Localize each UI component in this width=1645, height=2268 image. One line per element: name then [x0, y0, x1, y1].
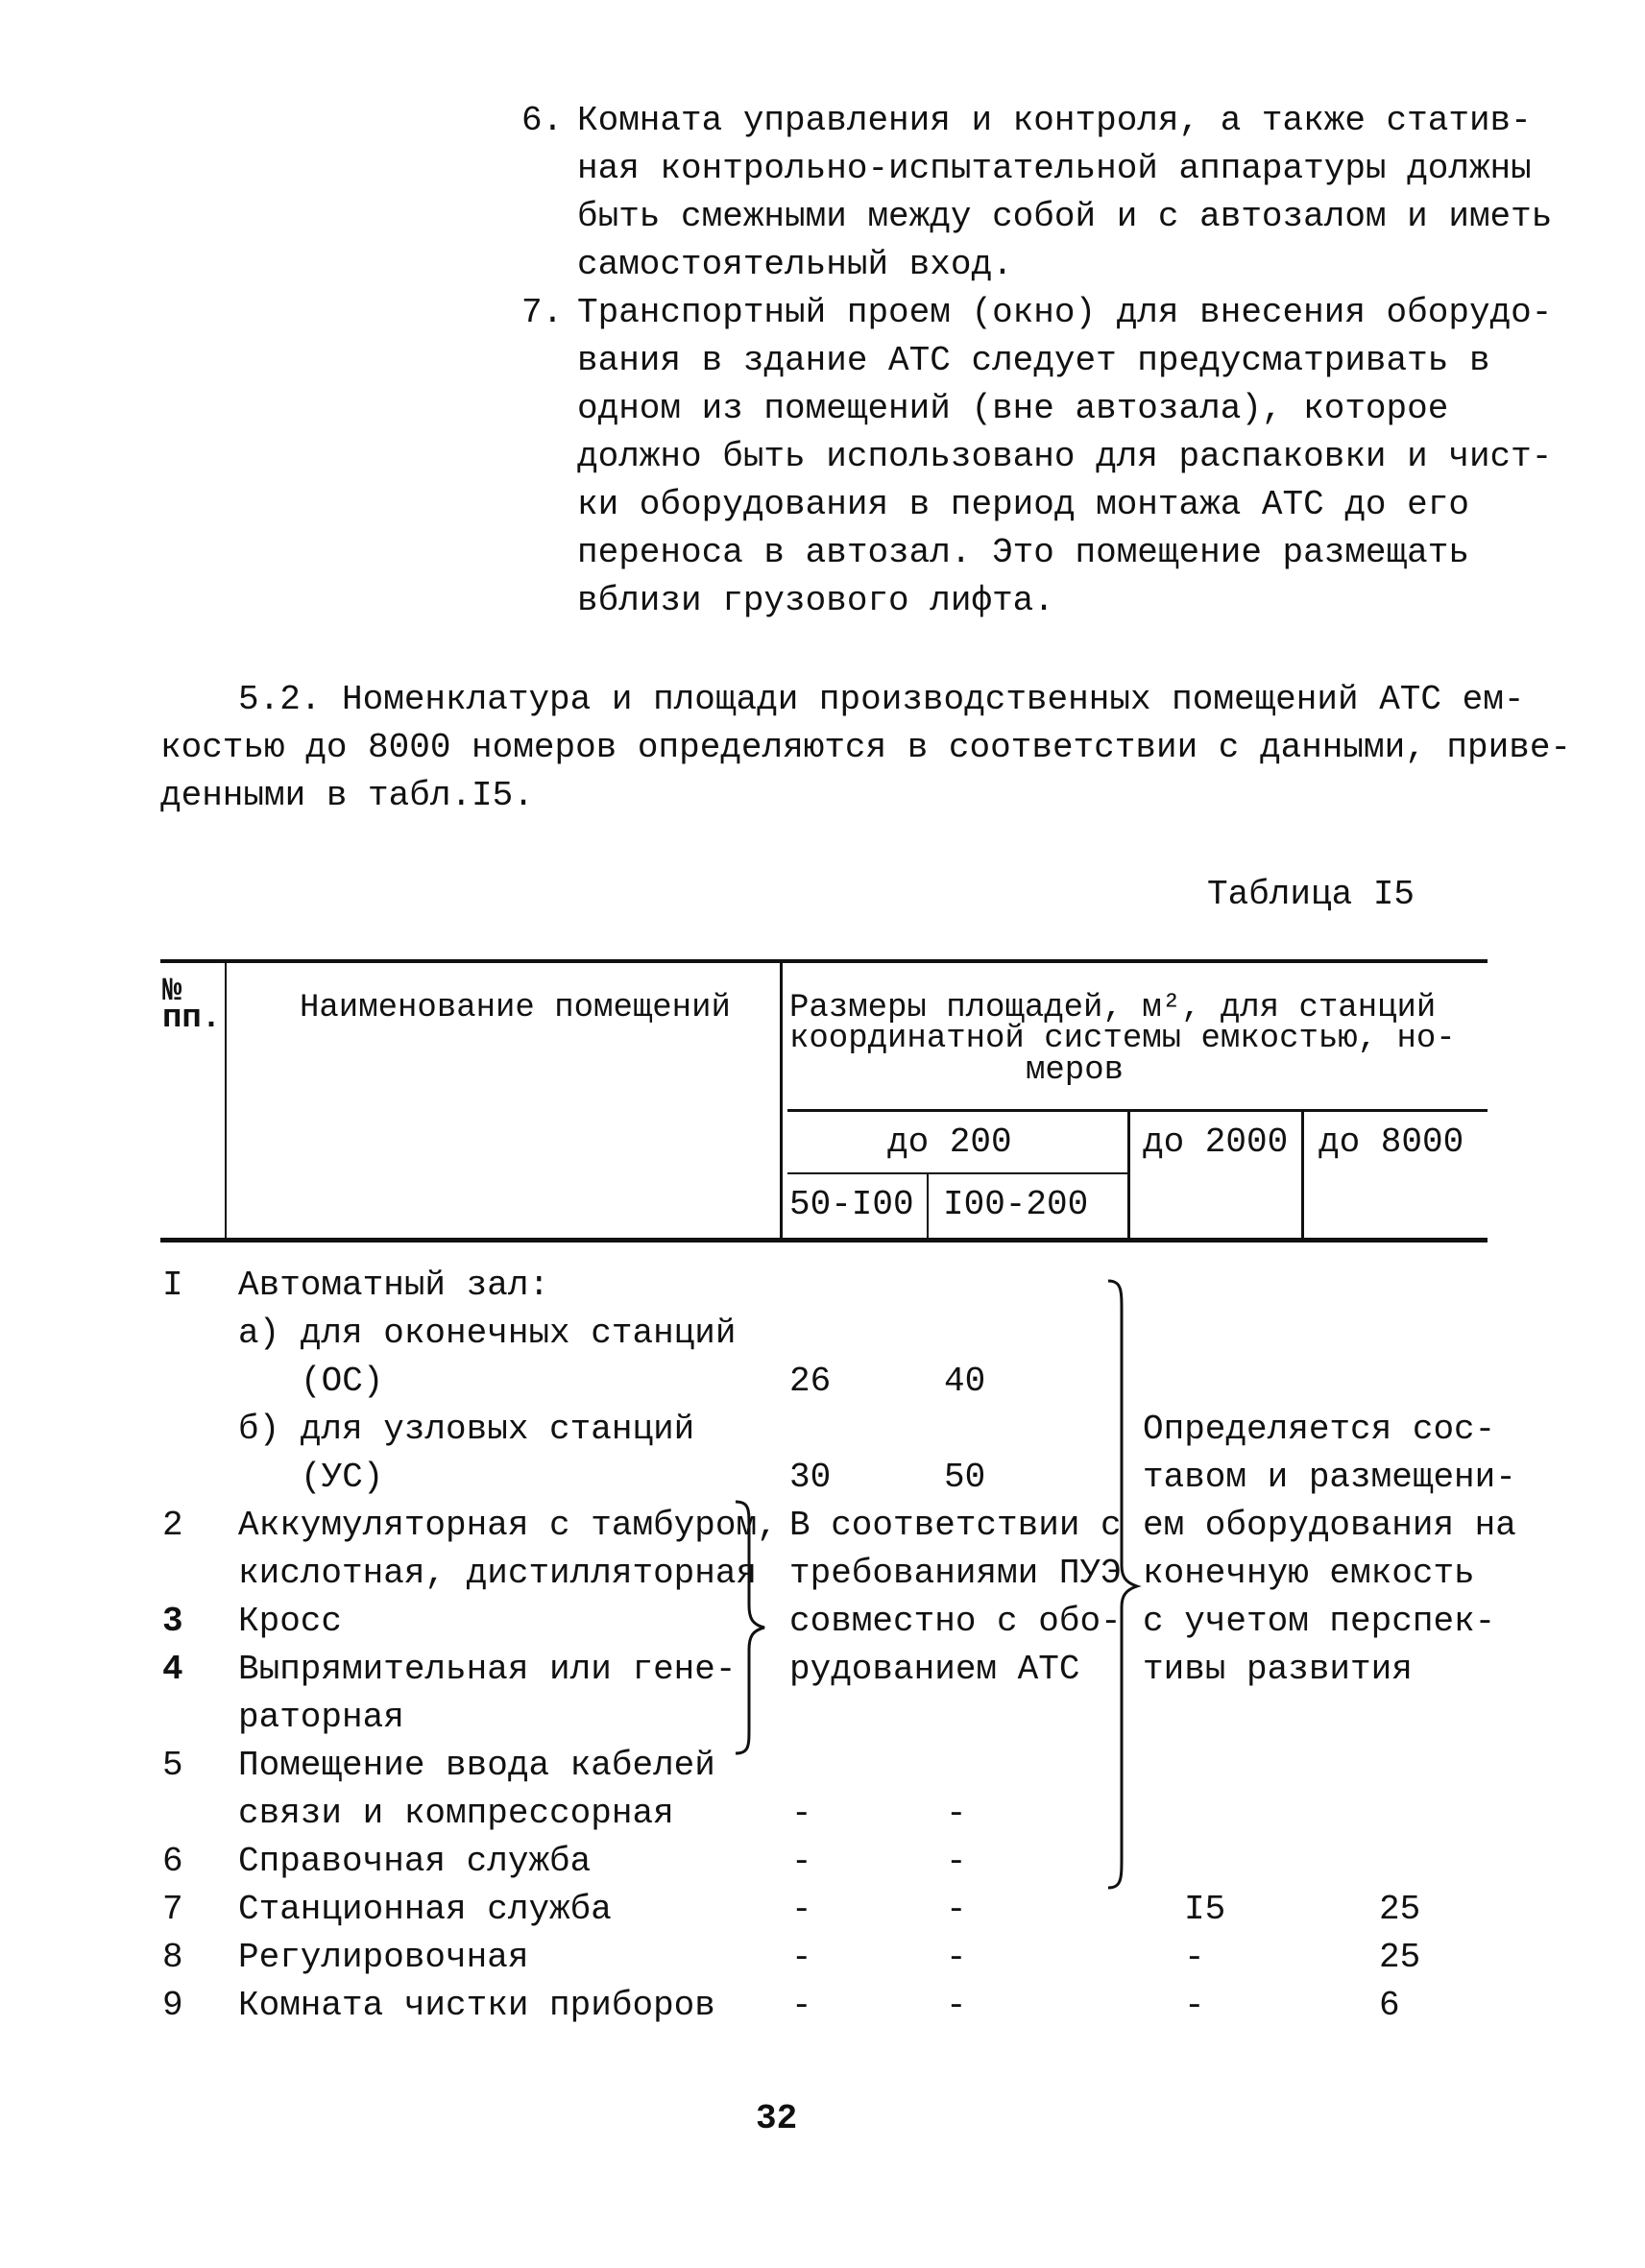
header-top-rule: [160, 959, 1488, 963]
note-pue-line-1: В соответствии с: [789, 1506, 1122, 1545]
row-1-number: I: [162, 1266, 183, 1305]
paragraph-line-1: 5.2. Номенклатура и площади производственных помещений АТС ем-: [238, 680, 1525, 719]
note-pue-line-2: требованиями ПУЭ: [789, 1554, 1122, 1593]
row-7-value-100-200: -: [946, 1890, 967, 1929]
header-size-line-2: координатной системы емкостью, но-: [789, 1021, 1456, 1057]
row-7-name: Станционная служба: [238, 1890, 612, 1929]
note-equipment-line-3: ем оборудования на: [1143, 1506, 1516, 1545]
row-1a-name-2: (ОС): [301, 1362, 384, 1401]
row-9-value-50-100: -: [791, 1986, 812, 2025]
header-bottom-rule: [160, 1238, 1488, 1243]
header-divider-200: [1127, 1111, 1130, 1240]
row-8-value-50-100: -: [791, 1938, 812, 1977]
row-3-number: 3: [162, 1602, 183, 1641]
row-6-value-50-100: -: [791, 1842, 812, 1881]
row-1b-name-2: (УС): [301, 1458, 384, 1497]
header-size-rule: [787, 1109, 1488, 1112]
row-5-value-50-100: -: [791, 1794, 812, 1833]
row-4-number: 4: [162, 1650, 183, 1689]
note-pue-line-3: совместно с обо-: [789, 1602, 1122, 1641]
header-sub-100-200: I00-200: [943, 1185, 1089, 1224]
item-6-number: 6.: [521, 101, 564, 140]
table-caption: Таблица I5: [1207, 875, 1415, 914]
header-sub-50-100: 50-I00: [789, 1185, 914, 1224]
row-5-number: 5: [162, 1746, 183, 1785]
row-8-value-8000: 25: [1379, 1938, 1421, 1977]
row-2-name-2: кислотная, дистилляторная: [238, 1554, 758, 1593]
row-9-value-8000: 6: [1379, 1986, 1400, 2025]
brace-rows-1-6: [1104, 1277, 1143, 1892]
item-7-number: 7.: [521, 293, 564, 332]
header-name: Наименование помещений: [300, 990, 731, 1026]
row-9-value-2000: -: [1184, 1986, 1205, 2025]
row-1b-value-100-200: 50: [944, 1458, 986, 1497]
row-9-number: 9: [162, 1986, 183, 2025]
row-9-value-100-200: -: [946, 1986, 967, 2025]
item-7-line-2: вания в здание АТС следует предусматривать в: [577, 341, 1490, 380]
item-6-line-4: самостоятельный вход.: [577, 245, 1013, 284]
item-6-line-1: Комната управления и контроля, а также статив-: [577, 101, 1532, 140]
row-9-name: Комната чистки приборов: [238, 1986, 715, 2025]
row-2-name-1: Аккумуляторная с тамбуром,: [238, 1506, 778, 1545]
row-1b-name-1: б) для узловых станций: [238, 1410, 695, 1449]
row-1-name: Автоматный зал:: [238, 1266, 550, 1305]
header-divider-2000: [1301, 1111, 1304, 1240]
note-equipment-line-2: тавом и размещени-: [1143, 1458, 1516, 1497]
header-divider-sub: [927, 1174, 929, 1240]
header-num-symbol: №: [162, 974, 182, 1010]
row-4-name-1: Выпрямительная или гене-: [238, 1650, 737, 1689]
header-divider-name: [780, 961, 783, 1240]
row-8-name: Регулировочная: [238, 1938, 529, 1977]
row-8-value-2000: -: [1184, 1938, 1205, 1977]
row-1b-value-50-100: 30: [789, 1458, 832, 1497]
row-6-name: Справочная служба: [238, 1842, 592, 1881]
header-size-line-1: Размеры площадей, м², для станций: [789, 990, 1437, 1026]
header-divider-num: [225, 961, 227, 1240]
row-1a-name-1: а) для оконечных станций: [238, 1314, 737, 1353]
row-5-name-2: связи и компрессорная: [238, 1794, 674, 1833]
note-equipment-line-5: с учетом перспек-: [1143, 1602, 1496, 1641]
row-6-number: 6: [162, 1842, 183, 1881]
note-pue-line-4: рудованием АТС: [789, 1650, 1080, 1689]
paragraph-line-3: денными в табл.I5.: [160, 776, 534, 815]
header-col-8000: до 8000: [1318, 1122, 1464, 1162]
item-7-line-1: Транспортный проем (окно) для внесения оборудо-: [577, 293, 1553, 332]
note-equipment-line-6: тивы развития: [1143, 1650, 1413, 1689]
header-sub-rule: [787, 1172, 1127, 1174]
note-equipment-line-4: конечную емкость: [1143, 1554, 1475, 1593]
header-col-2000: до 2000: [1143, 1122, 1289, 1162]
item-7-line-3: одном из помещений (вне автозала), которое: [577, 389, 1449, 428]
row-2-number: 2: [162, 1506, 183, 1545]
row-5-value-100-200: -: [946, 1794, 967, 1833]
row-3-name: Кросс: [238, 1602, 343, 1641]
item-6-line-2: ная контрольно-испытательной аппаратуры должны: [577, 149, 1532, 188]
item-7-line-7: вблизи грузового лифта.: [577, 581, 1054, 620]
header-num-label: пп.: [162, 1001, 222, 1037]
item-6-line-3: быть смежными между собой и с автозалом и иметь: [577, 197, 1553, 236]
row-1a-value-50-100: 26: [789, 1362, 832, 1401]
note-equipment-line-1: Определяется сос-: [1143, 1410, 1496, 1449]
brace-rows-2-4: [732, 1498, 770, 1757]
paragraph-line-2: костью до 8000 номеров определяются в соответствии с данными, приве-: [160, 728, 1572, 767]
row-7-value-8000: 25: [1379, 1890, 1421, 1929]
row-7-number: 7: [162, 1890, 183, 1929]
row-4-name-2: раторная: [238, 1698, 404, 1737]
row-7-value-50-100: -: [791, 1890, 812, 1929]
page-number: 32: [756, 2099, 798, 2138]
item-7-line-5: ки оборудования в период монтажа АТС до его: [577, 485, 1469, 524]
row-7-value-2000: I5: [1184, 1890, 1226, 1929]
header-size-line-3: меров: [1026, 1052, 1125, 1089]
row-6-value-100-200: -: [946, 1842, 967, 1881]
header-group-200: до 200: [887, 1122, 1012, 1162]
row-1a-value-100-200: 40: [944, 1362, 986, 1401]
item-7-line-6: переноса в автозал. Это помещение размещать: [577, 533, 1469, 572]
row-8-value-100-200: -: [946, 1938, 967, 1977]
row-8-number: 8: [162, 1938, 183, 1977]
item-7-line-4: должно быть использовано для распаковки и чист-: [577, 437, 1553, 476]
row-5-name-1: Помещение ввода кабелей: [238, 1746, 715, 1785]
